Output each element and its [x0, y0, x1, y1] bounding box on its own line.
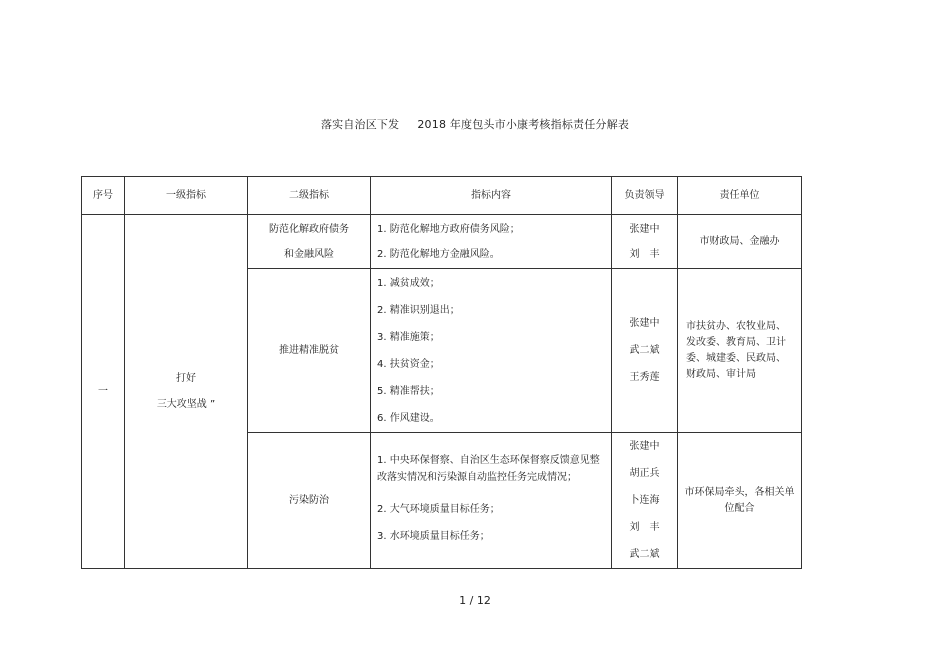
leader-name: 卜连海	[629, 495, 660, 506]
list-item: 4. 扶贫资金；	[377, 358, 440, 370]
group-level1-cell	[125, 215, 248, 569]
list-item: 1. 中央环保督察、自治区生态环保督察反馈意见整改落实情况和污染源自动监控任务完成情况；	[377, 454, 600, 483]
leader-cell	[612, 433, 678, 569]
table-row	[82, 215, 802, 269]
list-item: 1. 防范化解地方政府债务风险；	[377, 223, 520, 235]
title-part-1: 落实自治区下发	[320, 118, 400, 131]
level2-line-2: 和金融风险	[284, 248, 334, 260]
leader-name: 刘 丰	[629, 248, 660, 260]
leader-name: 刘 丰	[629, 522, 660, 533]
unit-cell: 市扶贫办、农牧业局、发改委、教育局、卫计委、城建委、民政局、财政局、审计局	[678, 269, 802, 433]
leader-cell	[612, 215, 678, 269]
leader-name: 张建中	[629, 441, 660, 452]
header-seq: 序号	[82, 177, 125, 215]
leader-name: 王秀莲	[629, 372, 660, 383]
header-level2: 二级指标	[248, 177, 371, 215]
header-unit: 责任单位	[678, 177, 802, 215]
leader-name: 胡正兵	[629, 468, 660, 479]
leader-name: 张建中	[629, 318, 660, 329]
list-item: 2. 防范化解地方金融风险。	[377, 248, 500, 260]
list-item: 2. 大气环境质量目标任务；	[377, 503, 500, 515]
header-level1: 一级指标	[125, 177, 248, 215]
document-title	[0, 116, 950, 132]
unit-cell: 市环保局牵头，各相关单位配合	[678, 433, 802, 569]
header-content: 指标内容	[371, 177, 612, 215]
level1-line-2: 三大攻坚战 ”	[156, 398, 216, 410]
list-item: 2. 精准识别退出；	[377, 304, 460, 316]
table-header-row	[82, 177, 802, 215]
page-indicator: 1 / 12	[459, 594, 491, 607]
list-item: 3. 精准施策；	[377, 331, 440, 343]
list-item: 1. 减贫成效；	[377, 277, 440, 289]
content-cell	[371, 269, 612, 433]
content-cell	[371, 215, 612, 269]
level2-line-1: 防范化解政府债务	[269, 223, 349, 235]
content-cell	[371, 433, 612, 569]
list-item: 6. 作风建设。	[377, 412, 440, 424]
leader-name: 张建中	[629, 223, 660, 235]
leader-cell	[612, 269, 678, 433]
level1-line-1: 打好	[176, 372, 196, 384]
level2-cell: 推进精准脱贫	[248, 269, 371, 433]
list-item: 3. 水环境质量目标任务；	[377, 530, 490, 542]
header-leader: 负责领导	[612, 177, 678, 215]
level2-cell: 污染防治	[248, 433, 371, 569]
list-item: 5. 精准帮扶；	[377, 385, 440, 397]
leader-name: 武二斌	[629, 345, 660, 356]
unit-cell: 市财政局、金融办	[678, 215, 802, 269]
leader-name: 武二斌	[629, 549, 660, 560]
responsibility-table	[81, 176, 802, 569]
group-seq-cell: 一	[82, 215, 125, 569]
title-part-2: 2018 年度包头市小康考核指标责任分解表	[417, 118, 630, 131]
level2-cell	[248, 215, 371, 269]
